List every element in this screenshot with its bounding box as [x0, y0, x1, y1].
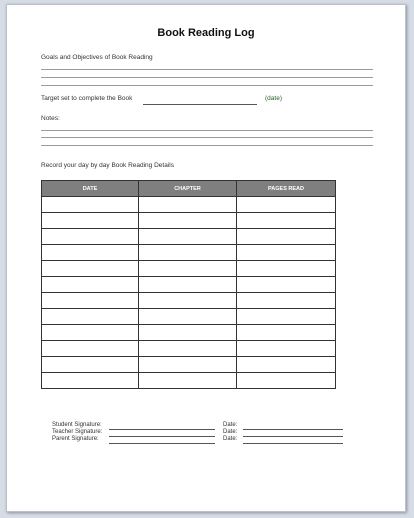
pages-read-cell[interactable] [237, 357, 336, 373]
header-pages-read: PAGES READ [237, 181, 336, 197]
chapter-cell[interactable] [139, 293, 237, 309]
goals-label: Goals and Objectives of Book Reading [41, 54, 153, 61]
page-title: Book Reading Log [157, 27, 255, 39]
date-cell[interactable] [42, 341, 139, 357]
pages-read-cell[interactable] [237, 261, 336, 277]
teacher-date-label: Date: [223, 429, 238, 435]
notes-line-3[interactable] [41, 145, 373, 146]
table-row [42, 245, 336, 261]
pages-read-cell[interactable] [237, 373, 336, 389]
chapter-cell[interactable] [139, 373, 237, 389]
table-body [42, 197, 336, 389]
notes-line-1[interactable] [41, 130, 373, 131]
table-row [42, 261, 336, 277]
pages-read-cell[interactable] [237, 229, 336, 245]
target-date-line[interactable] [143, 104, 257, 105]
chapter-cell[interactable] [139, 309, 237, 325]
table-row [42, 373, 336, 389]
parent-date-line[interactable] [243, 443, 343, 444]
date-cell[interactable] [42, 229, 139, 245]
teacher-date-line[interactable] [243, 436, 343, 437]
table-row [42, 213, 336, 229]
goals-line-1[interactable] [41, 69, 373, 70]
student-date-label: Date: [223, 422, 238, 428]
date-cell[interactable] [42, 245, 139, 261]
parent-signature-label: Parent Signature: [52, 436, 99, 442]
table-row [42, 197, 336, 213]
pages-read-cell[interactable] [237, 213, 336, 229]
table-row [42, 325, 336, 341]
chapter-cell[interactable] [139, 229, 237, 245]
parent-date-label: Date: [223, 436, 238, 442]
record-label: Record your day by day Book Reading Details [41, 162, 174, 169]
date-cell[interactable] [42, 277, 139, 293]
student-signature-line[interactable] [109, 429, 215, 430]
table-row [42, 309, 336, 325]
chapter-cell[interactable] [139, 277, 237, 293]
goals-line-2[interactable] [41, 77, 373, 78]
notes-label: Notes: [41, 115, 60, 122]
date-cell[interactable] [42, 357, 139, 373]
reading-log-table [41, 180, 336, 389]
pages-read-cell[interactable] [237, 277, 336, 293]
document-page [6, 4, 406, 512]
date-cell[interactable] [42, 293, 139, 309]
notes-line-2[interactable] [41, 137, 373, 138]
table-row [42, 293, 336, 309]
chapter-cell[interactable] [139, 261, 237, 277]
date-cell[interactable] [42, 309, 139, 325]
teacher-signature-label: Teacher Signature: [52, 429, 103, 435]
date-cell[interactable] [42, 373, 139, 389]
header-date: DATE [42, 181, 139, 197]
target-label: Target set to complete the Book [41, 95, 133, 102]
table-row [42, 277, 336, 293]
student-date-line[interactable] [243, 429, 343, 430]
chapter-cell[interactable] [139, 325, 237, 341]
pages-read-cell[interactable] [237, 293, 336, 309]
table-row [42, 229, 336, 245]
goals-line-3[interactable] [41, 85, 373, 86]
pages-read-cell[interactable] [237, 325, 336, 341]
pages-read-cell[interactable] [237, 341, 336, 357]
chapter-cell[interactable] [139, 341, 237, 357]
pages-read-cell[interactable] [237, 309, 336, 325]
student-signature-label: Student Signature: [52, 422, 102, 428]
table-header-row [42, 181, 336, 197]
header-chapter: CHAPTER [139, 181, 237, 197]
table-row [42, 341, 336, 357]
teacher-signature-line[interactable] [109, 436, 215, 437]
date-cell[interactable] [42, 197, 139, 213]
parent-signature-line[interactable] [109, 443, 215, 444]
pages-read-cell[interactable] [237, 245, 336, 261]
chapter-cell[interactable] [139, 245, 237, 261]
date-cell[interactable] [42, 325, 139, 341]
chapter-cell[interactable] [139, 213, 237, 229]
date-cell[interactable] [42, 213, 139, 229]
date-cell[interactable] [42, 261, 139, 277]
chapter-cell[interactable] [139, 197, 237, 213]
target-date-hint: (date) [265, 95, 282, 102]
chapter-cell[interactable] [139, 357, 237, 373]
pages-read-cell[interactable] [237, 197, 336, 213]
table-row [42, 357, 336, 373]
